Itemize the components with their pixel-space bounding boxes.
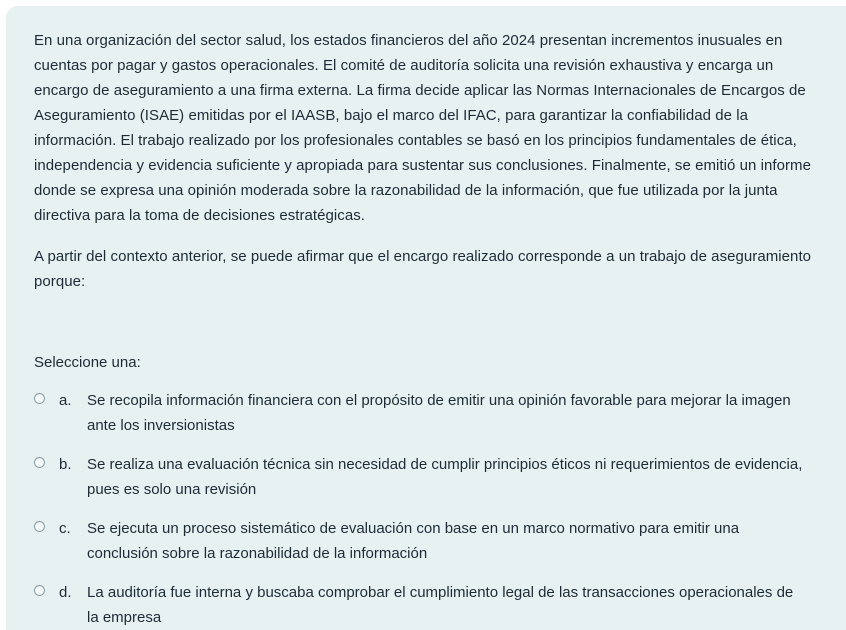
select-one-label: Seleccione una: xyxy=(34,354,141,371)
radio-cell-b[interactable] xyxy=(34,452,59,468)
radio-cell-c[interactable] xyxy=(34,516,59,532)
answer-letter-b: b. xyxy=(59,456,72,473)
answer-option-b[interactable] xyxy=(34,452,828,502)
answer-option-d[interactable] xyxy=(34,580,828,630)
radio-cell-a[interactable] xyxy=(34,388,59,404)
radio-cell-d[interactable] xyxy=(34,580,59,596)
radio-button-c[interactable] xyxy=(34,521,45,532)
question-paragraph-1: En una organización del sector salud, los estados financieros del año 2024 presentan incrementos inusuales en cuentas por pagar y gastos operacionales. El comité de auditoría solicita una revisión exhaustiva y encarga un encargo de aseguramiento a una firma externa. La firma decide aplicar las Normas Internacionales de Encargos de Aseguramiento (ISAE) emitidas por el IAASB, bajo el marco del IFAC, para garantizar la confiabilidad de la información. El trabajo realizado por los profesionales contables se basó en los principios fundamentales de ética, independencia y evidencia suficiente y apropiada para sustentar sus conclusiones. Finalmente, se emitió un informe donde se expresa una opinión moderada sobre la razonabilidad de la información, que fue utilizada por la junta directiva para la toma de decisiones estratégicas. xyxy=(34,32,811,224)
answer-letter-d: d. xyxy=(59,584,72,601)
answer-text-d[interactable]: La auditoría fue interna y buscaba comprobar el cumplimiento legal de las transacciones operacionales de la empresa xyxy=(87,584,794,626)
answer-letter-a: a. xyxy=(59,392,72,409)
answer-option-a[interactable] xyxy=(34,388,828,438)
question-card xyxy=(6,6,846,630)
radio-button-b[interactable] xyxy=(34,457,45,468)
answer-letter-c: c. xyxy=(59,520,71,537)
question-text xyxy=(34,28,828,294)
answer-text-a[interactable]: Se recopila información financiera con el propósito de emitir una opinión favorable para mejorar la imagen ante los inversionistas xyxy=(87,392,791,434)
question-paragraph-2: A partir del contexto anterior, se puede afirmar que el encargo realizado corresponde a un trabajo de aseguramiento porque: xyxy=(34,248,812,290)
radio-button-d[interactable] xyxy=(34,585,45,596)
answer-text-b[interactable]: Se realiza una evaluación técnica sin necesidad de cumplir principios éticos ni requerimientos de evidencia, pues es solo una revisión xyxy=(87,456,803,498)
answer-option-c[interactable] xyxy=(34,516,828,566)
radio-button-a[interactable] xyxy=(34,393,45,404)
answer-text-c[interactable]: Se ejecuta un proceso sistemático de evaluación con base en un marco normativo para emitir una conclusión sobre la razonabilidad de la información xyxy=(87,520,740,562)
answers-block xyxy=(34,352,828,630)
